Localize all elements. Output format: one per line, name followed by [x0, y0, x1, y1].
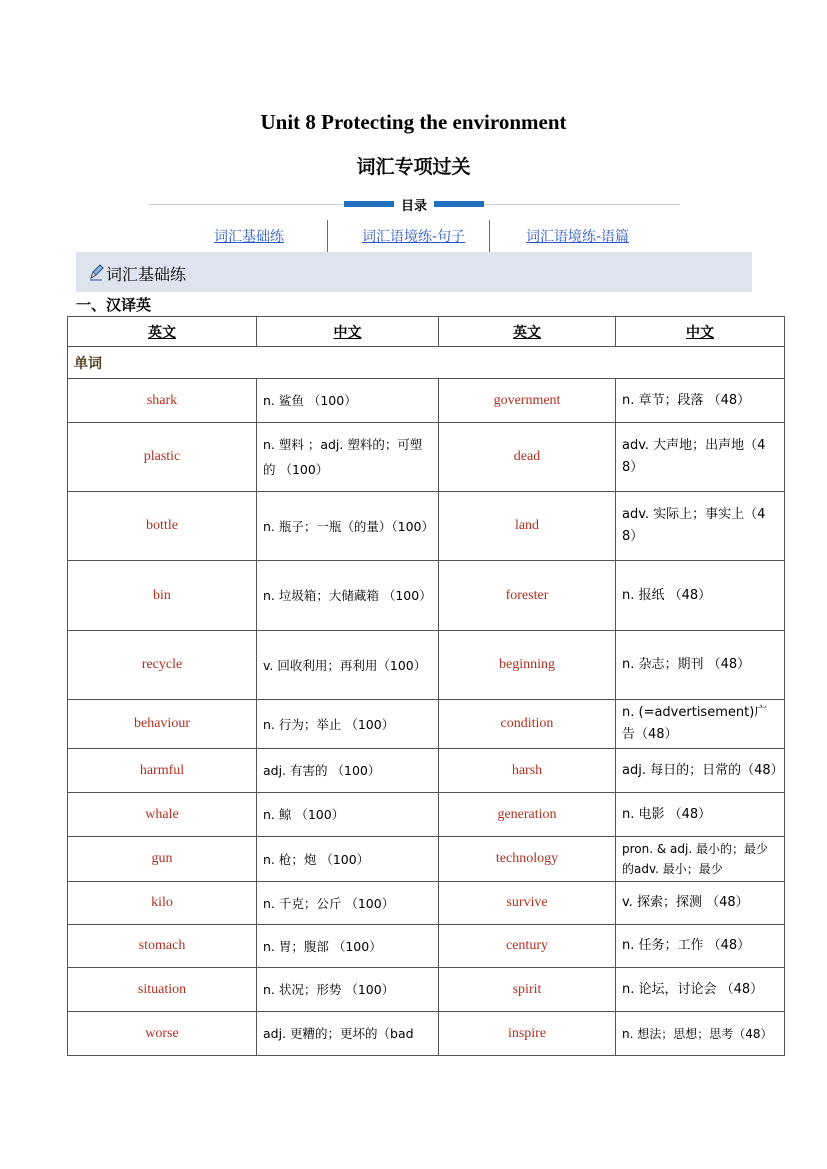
vocabulary-table: [67, 316, 785, 1056]
english-word: shark: [68, 379, 257, 423]
column-header-chinese: 中文: [257, 317, 439, 347]
english-word: government: [439, 379, 616, 423]
chinese-meaning: adj. 每日的；日常的（48）: [616, 749, 785, 793]
english-word: beginning: [439, 631, 616, 700]
english-word: harsh: [439, 749, 616, 793]
toc-bar-left: [344, 201, 396, 207]
toc-link-passage[interactable]: 词汇语境练-语篇: [526, 229, 630, 245]
column-header-english: 英文: [68, 317, 257, 347]
english-word: gun: [68, 837, 257, 882]
table-row: [68, 925, 785, 968]
english-word: recycle: [68, 631, 257, 700]
group-label: 单词: [68, 347, 785, 379]
english-word: bin: [68, 561, 257, 631]
group-row: [68, 347, 785, 379]
chinese-meaning: n. 枪；炮 （100）: [257, 837, 439, 882]
english-word: condition: [439, 700, 616, 749]
english-word: generation: [439, 793, 616, 837]
column-header-chinese: 中文: [616, 317, 785, 347]
chinese-meaning: n. 行为；举止 （100）: [257, 700, 439, 749]
chinese-meaning: n. 任务；工作 （48）: [616, 925, 785, 968]
chinese-meaning: n. 垃圾箱；大储藏箱 （100）: [257, 561, 439, 631]
chinese-meaning: adj. 有害的 （100）: [257, 749, 439, 793]
toc-separator: [327, 220, 328, 252]
chinese-meaning: v. 探索；探测 （48）: [616, 882, 785, 925]
english-word: century: [439, 925, 616, 968]
chinese-meaning: adv. 实际上；事实上（48）: [616, 492, 785, 561]
chinese-meaning: n. (=advertisement)广告（48）: [616, 700, 785, 749]
pencil-icon: [88, 263, 104, 281]
english-word: spirit: [439, 968, 616, 1012]
chinese-meaning: n. 章节；段落 （48）: [616, 379, 785, 423]
english-word: stomach: [68, 925, 257, 968]
table-row: [68, 700, 785, 749]
english-word: forester: [439, 561, 616, 631]
table-row: [68, 561, 785, 631]
table-row: [68, 423, 785, 492]
chinese-meaning: n. 鲨鱼 （100）: [257, 379, 439, 423]
table-row: [68, 882, 785, 925]
table-row: [68, 749, 785, 793]
english-word: dead: [439, 423, 616, 492]
english-word: worse: [68, 1012, 257, 1056]
english-word: situation: [68, 968, 257, 1012]
table-row: [68, 492, 785, 561]
chinese-meaning: n. 塑料 ；adj. 塑料的；可塑的 （100）: [257, 423, 439, 492]
english-word: kilo: [68, 882, 257, 925]
english-word: survive: [439, 882, 616, 925]
chinese-meaning: n. 鲸 （100）: [257, 793, 439, 837]
chinese-meaning: adj. 更糟的；更坏的（bad: [257, 1012, 439, 1056]
table-row: [68, 837, 785, 882]
english-word: inspire: [439, 1012, 616, 1056]
part-heading: 一、汉译英: [76, 296, 152, 314]
toc-bar-right: [432, 201, 484, 207]
english-word: bottle: [68, 492, 257, 561]
table-row: [68, 631, 785, 700]
chinese-meaning: n. 想法；思想；思考（48）: [616, 1012, 785, 1056]
english-word: plastic: [68, 423, 257, 492]
chinese-meaning: n. 瓶子；一瓶（的量）（100）: [257, 492, 439, 561]
toc-link-basic[interactable]: 词汇基础练: [214, 229, 284, 245]
chinese-meaning: n. 论坛，讨论会 （48）: [616, 968, 785, 1012]
table-row: [68, 968, 785, 1012]
table-row: [68, 1012, 785, 1056]
page-title: Unit 8 Protecting the environment: [260, 110, 567, 134]
english-word: technology: [439, 837, 616, 882]
chinese-meaning: n. 胃；腹部 （100）: [257, 925, 439, 968]
chinese-meaning: pron. & adj. 最小的；最少的adv. 最小；最少: [616, 837, 785, 882]
english-word: land: [439, 492, 616, 561]
english-word: harmful: [68, 749, 257, 793]
toc-label: 目录: [394, 195, 434, 214]
chinese-meaning: n. 千克；公斤 （100）: [257, 882, 439, 925]
chinese-meaning: adv. 大声地；出声地（48）: [616, 423, 785, 492]
table-row: [68, 793, 785, 837]
table-row: [68, 379, 785, 423]
section-label: 词汇基础练: [106, 265, 187, 284]
table-header-row: [68, 317, 785, 347]
chinese-meaning: n. 杂志；期刊 （48）: [616, 631, 785, 700]
english-word: whale: [68, 793, 257, 837]
page-subtitle: 词汇专项过关: [356, 156, 471, 178]
column-header-english: 英文: [439, 317, 616, 347]
toc-separator: [489, 220, 490, 252]
toc-link-sentence[interactable]: 词汇语境练-句子: [362, 229, 466, 245]
english-word: behaviour: [68, 700, 257, 749]
chinese-meaning: n. 报纸 （48）: [616, 561, 785, 631]
chinese-meaning: v. 回收利用；再利用（100）: [257, 631, 439, 700]
chinese-meaning: n. 电影 （48）: [616, 793, 785, 837]
chinese-meaning: n. 状况；形势 （100）: [257, 968, 439, 1012]
